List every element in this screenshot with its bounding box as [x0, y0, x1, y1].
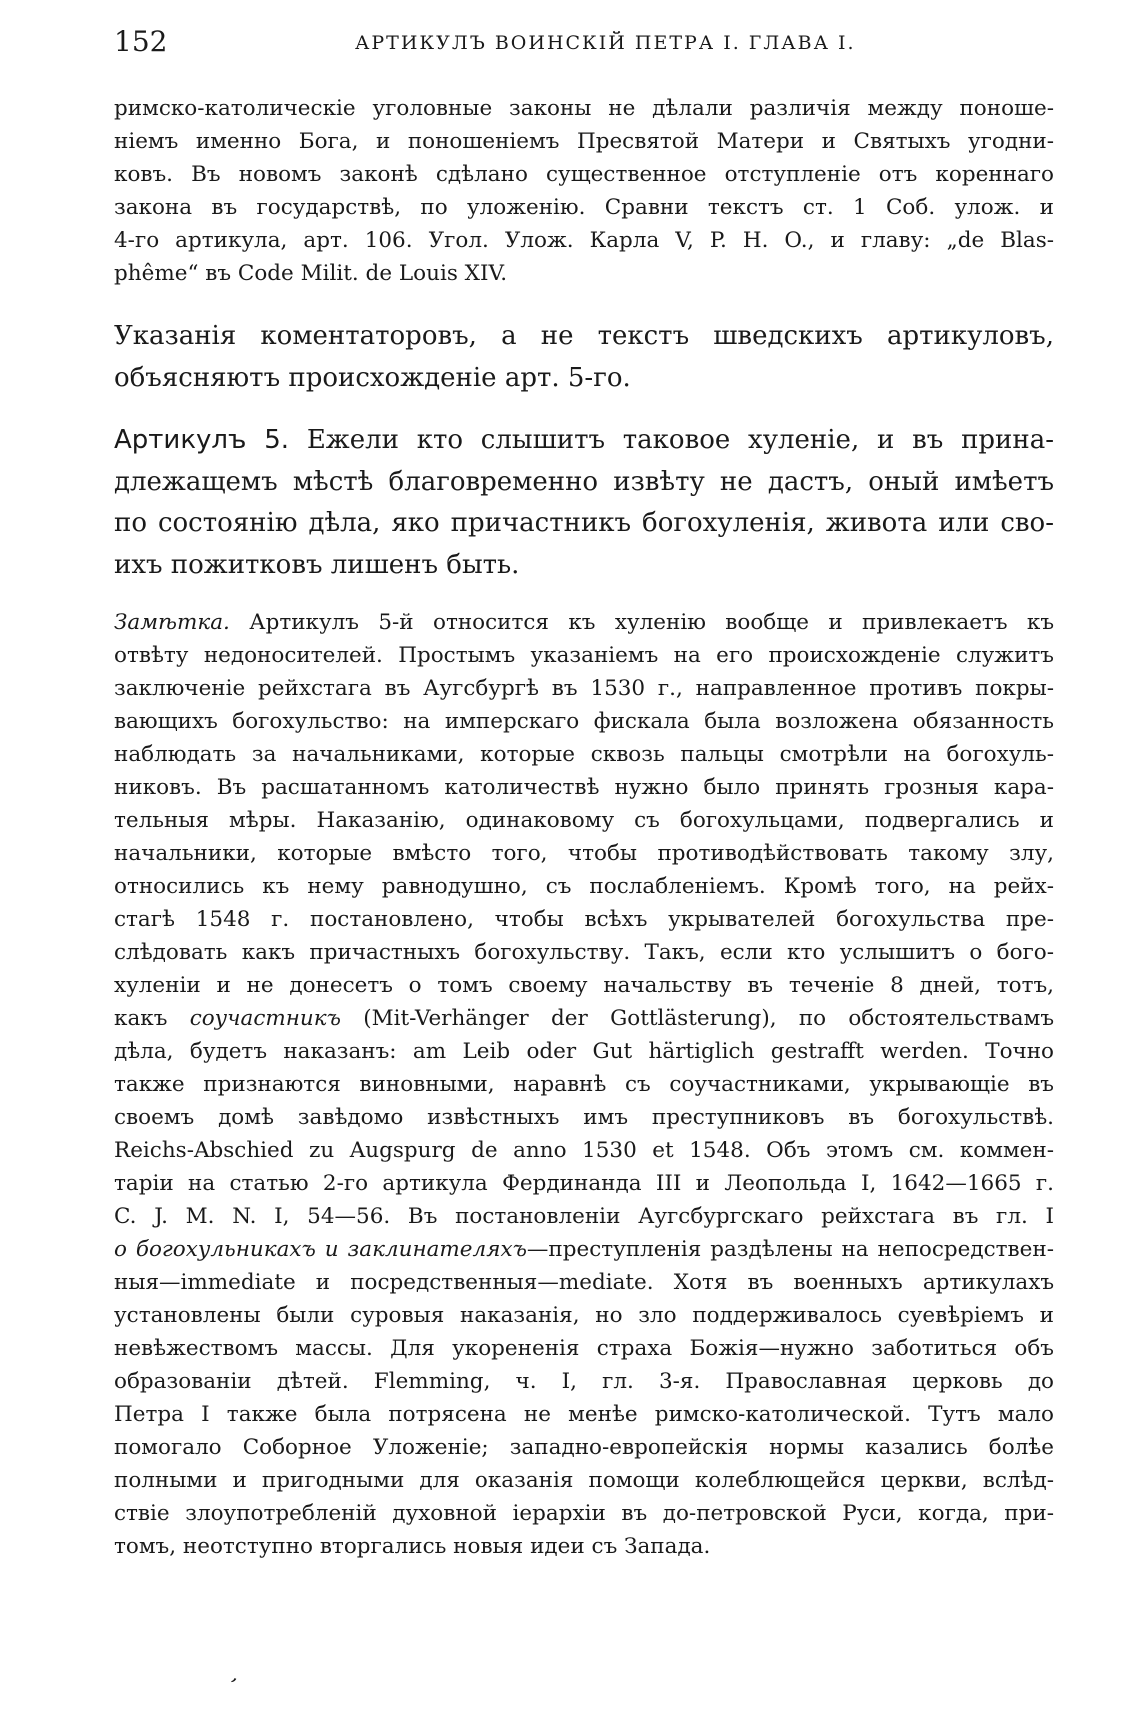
text-line: ніемъ именно Бога, и поношеніемъ Пресвятой Матери и Святыхъ угодни- — [114, 129, 1054, 154]
text-line: стагѣ 1548 г. постановлено, чтобы всѣхъ укрывателей богохульства пре- — [114, 907, 1054, 932]
page-number: 152 — [114, 25, 168, 58]
text-run: —преступленія раздѣлены на непосредствен- — [526, 1237, 1054, 1262]
text-line: Ежели кто слышитъ таковое хуленіе, и въ прина- — [306, 425, 1055, 455]
text-line: ихъ пожитковъ лишенъ быть. — [114, 549, 520, 580]
text-line: помогало Соборное Уложеніе; западно-европейскія нормы казались болѣе — [114, 1435, 1054, 1460]
text-line: томъ, неотступно вторгались новыя идеи съ Запада. — [114, 1534, 711, 1559]
text-line: Указанія коментаторовъ, а не текстъ шведскихъ артикуловъ, — [114, 321, 1054, 351]
text-line: объясняютъ происхожденіе арт. 5-го. — [114, 362, 631, 393]
text-line: римско-католическіе уголовные законы не дѣлали различія между поноше- — [114, 96, 1054, 121]
text-run: (Mit-Verhänger der Gottlästerung), по обстоятельствамъ — [363, 1006, 1054, 1031]
italic-term: соучастникъ — [189, 1006, 341, 1031]
text-line: наблюдать за начальниками, которые сквозь пальцы смотрѣли на богохуль- — [114, 742, 1054, 767]
text-line: своемъ домѣ завѣдомо извѣстныхъ имъ преступниковъ въ богохульствѣ. — [114, 1105, 1054, 1130]
text-line: phême“ въ Code Milit. de Louis XIV. — [114, 261, 508, 286]
text-line: слѣдовать какъ причастныхъ богохульству. Такъ, если кто услышитъ о бого- — [114, 940, 1054, 965]
text-line: Петра I также была потрясена не менѣе римско-католической. Тутъ мало — [114, 1402, 1054, 1427]
running-head: АРТИКУЛЪ ВОИНСКІЙ ПЕТРА I. ГЛАВА I. — [355, 32, 856, 54]
text-line: начальники, которые вмѣсто того, чтобы противодѣйствовать такому злу, — [114, 841, 1054, 866]
text-line: дѣла, будетъ наказанъ: am Leib oder Gut härtiglich gestrafft werden. Точно — [114, 1039, 1054, 1064]
note-paragraph — [114, 606, 1054, 1563]
text-line: ныя—immediate и посредственныя—mediate. Хотя въ военныхъ артикулахъ — [114, 1270, 1054, 1295]
paragraph-intro — [114, 92, 1054, 290]
text-line: тельныя мѣры. Наказанію, одинаковому съ богохульцами, подвергались и — [114, 808, 1054, 833]
text-line: по состоянію дѣла, яко причастникъ богохуленія, живота или сво- — [114, 508, 1054, 538]
text-line: C. J. M. N. I, 54—56. Въ постановленіи Аугсбургскаго рейхстага въ гл. I — [114, 1204, 1054, 1229]
text-line: никовъ. Въ расшатанномъ католичествѣ нужно было принять грозныя кара- — [114, 775, 1054, 800]
text-line: Reichs-Abschied zu Augspurg de anno 1530 et 1548. Объ этомъ см. коммен- — [114, 1138, 1054, 1163]
text-line: ковъ. Въ новомъ законѣ сдѣлано существенное отступленіе отъ кореннаго — [114, 162, 1054, 187]
text-line: ствіе злоупотребленій духовной іерархіи въ до-петровской Руси, когда, при- — [114, 1501, 1054, 1526]
text-line: образованіи дѣтей. Flemming, ч. I, гл. 3-я. Православная церковь до — [114, 1369, 1054, 1394]
text-line: хуленіи и не донесетъ о томъ своему начальству въ теченіе 8 дней, тотъ, — [114, 973, 1054, 998]
italic-title: о богохульникахъ и заклинателяхъ — [114, 1237, 527, 1262]
text-line: длежащемъ мѣстѣ благовременно извѣту не дастъ, оный имѣетъ — [114, 466, 1054, 497]
article-5 — [114, 420, 1054, 586]
text-line: заключеніе рейхстага въ Аугсбургѣ въ 1530 г., направленное противъ покры- — [114, 676, 1054, 701]
paragraph-commentators — [114, 316, 1054, 399]
text-line: невѣжествомъ массы. Для укорененія страха Божія—нужно заботиться объ — [114, 1336, 1054, 1361]
text-line: закона въ государствѣ, по уложенію. Сравни текстъ ст. 1 Соб. улож. и — [114, 195, 1054, 220]
text-line: 4-го артикула, арт. 106. Угол. Улож. Карла V, P. H. O., и главу: „de Blas- — [114, 228, 1054, 253]
text-line: вающихъ богохульство: на имперскаго фискала была возложена обязанность — [114, 709, 1054, 734]
text-line: полными и пригодными для оказанія помощи колеблющейся церкви, вслѣд- — [114, 1468, 1054, 1493]
text-line: также признаются виновными, наравнѣ съ соучастниками, укрывающіе въ — [114, 1072, 1054, 1097]
text-line: Артикулъ 5-й относится къ хуленію вообще и привлекаетъ къ — [249, 610, 1054, 635]
text-line: таріи на статью 2-го артикула Фердинанда III и Леопольда I, 1642—1665 г. — [114, 1171, 1054, 1196]
page-header — [0, 24, 1140, 60]
text-run: какъ — [114, 1006, 168, 1031]
text-line: установлены были суровыя наказанія, но зло поддерживалось суевѣріемъ и — [114, 1303, 1054, 1328]
stray-ink-mark: , — [229, 1661, 246, 1687]
text-line: отвѣту недоносителей. Простымъ указаніемъ на его происхожденіе служитъ — [114, 643, 1054, 668]
text-line: относились къ нему равнодушно, съ послабленіемъ. Кромѣ того, на рейх- — [114, 874, 1054, 899]
note-label: Замѣтка. — [114, 610, 230, 635]
article-heading: Артикулъ 5. — [114, 425, 290, 455]
